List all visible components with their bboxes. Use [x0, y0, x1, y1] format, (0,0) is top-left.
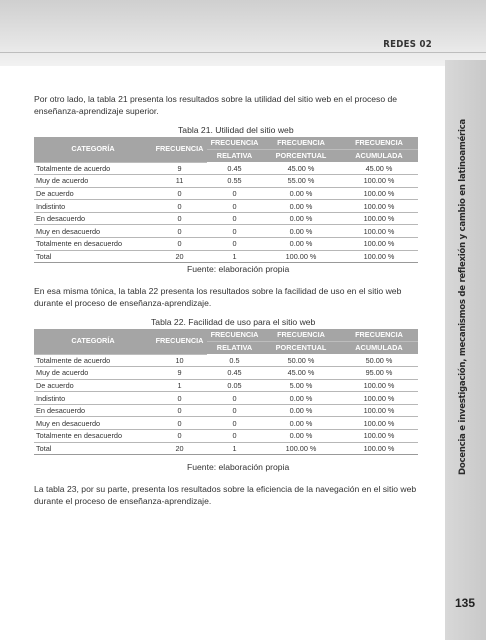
cell-porcentual: 55.00 %: [262, 175, 340, 188]
table-row: [34, 200, 418, 213]
table-row: [34, 187, 418, 200]
cell-relativa: 0: [207, 430, 262, 443]
cell-relativa: 0.45: [207, 162, 262, 175]
header-frec-porcentual-1: FRECUENCIA: [262, 329, 340, 342]
cell-categoria: Muy de acuerdo: [34, 367, 152, 380]
table-header-row: [34, 137, 418, 150]
header-categoria: CATEGORÍA: [34, 137, 152, 162]
cell-frecuencia: 0: [152, 404, 207, 417]
header-band: [0, 0, 486, 66]
cell-acumulada: 100.00 %: [340, 225, 418, 238]
cell-acumulada: 100.00 %: [340, 379, 418, 392]
table-row-total: [34, 442, 418, 455]
header-frec-porcentual-2: PORCENTUAL: [262, 342, 340, 355]
header-frec-porcentual-1: FRECUENCIA: [262, 137, 340, 150]
cell-acumulada: 50.00 %: [340, 354, 418, 367]
cell-relativa: 0.45: [207, 367, 262, 380]
paragraph-intro-table22: En esa misma tónica, la tabla 22 presenta los resultados sobre la facilidad de uso en el sitio web durante el proceso de enseñanza-aprendizaje.: [34, 286, 402, 308]
cell-relativa: 0.05: [207, 379, 262, 392]
cell-categoria: Totalmente de acuerdo: [34, 354, 152, 367]
cell-porcentual: 100.00 %: [262, 442, 340, 455]
header-frecuencia: FRECUENCIA: [152, 137, 207, 162]
cell-frecuencia: 9: [152, 162, 207, 175]
cell-acumulada: 100.00 %: [340, 238, 418, 251]
header-frec-relativa-1: FRECUENCIA: [207, 329, 262, 342]
header-frec-acumulada-2: ACUMULADA: [340, 342, 418, 355]
header-frec-acumulada-2: ACUMULADA: [340, 150, 418, 163]
cell-relativa: 0: [207, 417, 262, 430]
cell-frecuencia: 9: [152, 367, 207, 380]
header-frecuencia: FRECUENCIA: [152, 329, 207, 354]
cell-porcentual: 0.00 %: [262, 225, 340, 238]
cell-frecuencia: 0: [152, 430, 207, 443]
page-number: 135: [454, 596, 476, 610]
table-row: [34, 392, 418, 405]
cell-categoria: De acuerdo: [34, 187, 152, 200]
table21-caption: Tabla 21. Utilidad del sitio web: [178, 125, 294, 135]
table-header-row: [34, 329, 418, 342]
running-header: REDES 02: [383, 39, 432, 50]
table-row-total: [34, 250, 418, 263]
cell-acumulada: 100.00 %: [340, 250, 418, 263]
cell-porcentual: 45.00 %: [262, 162, 340, 175]
cell-porcentual: 45.00 %: [262, 367, 340, 380]
cell-categoria: Total: [34, 250, 152, 263]
cell-acumulada: 100.00 %: [340, 212, 418, 225]
cell-porcentual: 0.00 %: [262, 392, 340, 405]
cell-porcentual: 5.00 %: [262, 379, 340, 392]
cell-categoria: Muy de acuerdo: [34, 175, 152, 188]
cell-acumulada: 100.00 %: [340, 442, 418, 455]
table-row: [34, 225, 418, 238]
cell-acumulada: 100.00 %: [340, 392, 418, 405]
cell-categoria: Indistinto: [34, 200, 152, 213]
cell-acumulada: 100.00 %: [340, 404, 418, 417]
cell-frecuencia: 0: [152, 187, 207, 200]
table-row: [34, 404, 418, 417]
cell-porcentual: 0.00 %: [262, 187, 340, 200]
cell-relativa: 1: [207, 250, 262, 263]
cell-relativa: 1: [207, 442, 262, 455]
cell-categoria: Totalmente de acuerdo: [34, 162, 152, 175]
table22-source: Fuente: elaboración propia: [187, 462, 290, 472]
table-row: [34, 212, 418, 225]
cell-relativa: 0.55: [207, 175, 262, 188]
cell-categoria: Indistinto: [34, 392, 152, 405]
cell-porcentual: 0.00 %: [262, 200, 340, 213]
cell-frecuencia: 1: [152, 379, 207, 392]
cell-porcentual: 50.00 %: [262, 354, 340, 367]
cell-frecuencia: 0: [152, 392, 207, 405]
header-frec-relativa-2: RELATIVA: [207, 150, 262, 163]
cell-relativa: 0: [207, 212, 262, 225]
cell-frecuencia: 0: [152, 417, 207, 430]
cell-categoria: En desacuerdo: [34, 212, 152, 225]
table-row: [34, 175, 418, 188]
cell-porcentual: 0.00 %: [262, 212, 340, 225]
cell-frecuencia: 10: [152, 354, 207, 367]
cell-frecuencia: 0: [152, 200, 207, 213]
cell-acumulada: 95.00 %: [340, 367, 418, 380]
cell-frecuencia: 0: [152, 238, 207, 251]
table21-source: Fuente: elaboración propia: [187, 264, 290, 274]
cell-relativa: 0.5: [207, 354, 262, 367]
table22-caption: Tabla 22. Facilidad de uso para el sitio web: [151, 317, 316, 327]
cell-frecuencia: 20: [152, 442, 207, 455]
cell-acumulada: 100.00 %: [340, 200, 418, 213]
header-frec-porcentual-2: PORCENTUAL: [262, 150, 340, 163]
table-row: [34, 417, 418, 430]
cell-porcentual: 0.00 %: [262, 430, 340, 443]
cell-relativa: 0: [207, 238, 262, 251]
cell-acumulada: 100.00 %: [340, 187, 418, 200]
cell-categoria: Total: [34, 442, 152, 455]
cell-categoria: Totalmente en desacuerdo: [34, 238, 152, 251]
paragraph-intro-table23: La tabla 23, por su parte, presenta los resultados sobre la eficiencia de la navegación en el sitio web durante el proceso de enseñanza-aprendizaje.: [34, 484, 417, 506]
table-row: [34, 162, 418, 175]
cell-acumulada: 100.00 %: [340, 430, 418, 443]
cell-acumulada: 100.00 %: [340, 417, 418, 430]
cell-relativa: 0: [207, 187, 262, 200]
header-categoria: CATEGORÍA: [34, 329, 152, 354]
cell-porcentual: 0.00 %: [262, 417, 340, 430]
table22: [34, 329, 418, 455]
cell-categoria: Totalmente en desacuerdo: [34, 430, 152, 443]
header-frec-relativa-1: FRECUENCIA: [207, 137, 262, 150]
header-frec-relativa-2: RELATIVA: [207, 342, 262, 355]
cell-categoria: Muy en desacuerdo: [34, 225, 152, 238]
cell-acumulada: 100.00 %: [340, 175, 418, 188]
cell-porcentual: 100.00 %: [262, 250, 340, 263]
paragraph-intro-table21: Por otro lado, la tabla 21 presenta los resultados sobre la utilidad del sitio web en el proceso de enseñanza-aprendizaje superior.: [34, 94, 398, 116]
header-frec-acumulada-1: FRECUENCIA: [340, 137, 418, 150]
cell-relativa: 0: [207, 225, 262, 238]
header-frec-acumulada-1: FRECUENCIA: [340, 329, 418, 342]
cell-categoria: Muy en desacuerdo: [34, 417, 152, 430]
cell-porcentual: 0.00 %: [262, 404, 340, 417]
cell-categoria: En desacuerdo: [34, 404, 152, 417]
cell-frecuencia: 0: [152, 212, 207, 225]
header-rule: [0, 52, 486, 53]
cell-frecuencia: 11: [152, 175, 207, 188]
cell-relativa: 0: [207, 392, 262, 405]
table-row: [34, 354, 418, 367]
table-row: [34, 367, 418, 380]
table21: [34, 137, 418, 263]
table-row: [34, 430, 418, 443]
cell-frecuencia: 20: [152, 250, 207, 263]
cell-porcentual: 0.00 %: [262, 238, 340, 251]
cell-acumulada: 45.00 %: [340, 162, 418, 175]
cell-categoria: De acuerdo: [34, 379, 152, 392]
table-row: [34, 238, 418, 251]
cell-relativa: 0: [207, 404, 262, 417]
table-row: [34, 379, 418, 392]
cell-relativa: 0: [207, 200, 262, 213]
book-title-vertical: Docencia e investigación, mecanismos de reflexión y cambio en latinoamérica: [458, 119, 468, 475]
cell-frecuencia: 0: [152, 225, 207, 238]
